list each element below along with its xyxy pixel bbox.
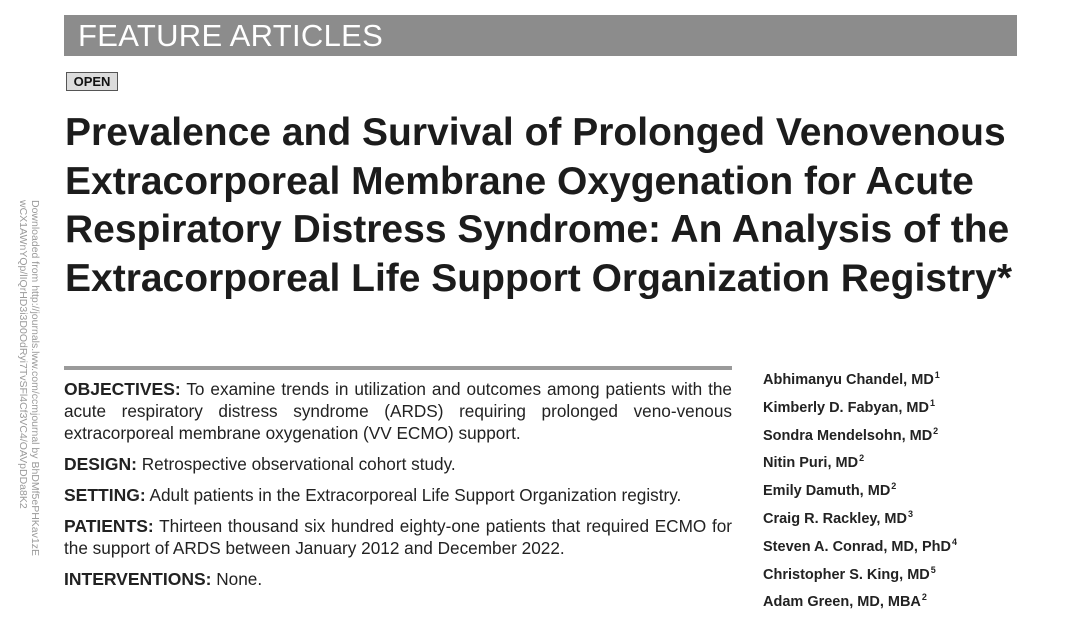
author-name: Abhimanyu Chandel, MD xyxy=(763,372,934,388)
author-affiliation: 1 xyxy=(934,370,940,380)
author-name: Craig R. Rackley, MD xyxy=(763,510,907,527)
setting-heading: SETTING: xyxy=(64,485,146,505)
author-name: Christopher S. King, MD xyxy=(763,566,930,583)
author-affiliation: 4 xyxy=(951,536,957,547)
author-item xyxy=(763,529,1063,557)
abstract-objectives xyxy=(64,378,732,444)
author-name: Steven A. Conrad, MD, PhD xyxy=(763,538,951,555)
author-list xyxy=(763,362,1063,612)
article-title: Prevalence and Survival of Prolonged Venovenous Extracorporeal Membrane Oxygenation for Acute Respiratory Distress Syndrome: An Analysis of the Extracorporeal Life Support Organization Registry* xyxy=(65,111,1013,300)
author-name: Nitin Puri, MD xyxy=(763,455,859,472)
author-affiliation: 2 xyxy=(933,425,939,436)
abstract xyxy=(64,378,732,599)
design-text: Retrospective observational cohort study. xyxy=(141,454,456,474)
author-item xyxy=(763,501,1063,529)
author-item xyxy=(763,418,1063,446)
author-name: Sondra Mendelsohn, MD xyxy=(763,427,933,444)
abstract-setting xyxy=(64,484,732,506)
author-item xyxy=(763,557,1063,585)
author-affiliation: 2 xyxy=(921,592,927,603)
objectives-heading: OBJECTIVES: xyxy=(64,379,181,399)
setting-text: Adult patients in the Extracorporeal Life Support Organization registry. xyxy=(149,485,682,505)
author-affiliation: 5 xyxy=(930,564,936,575)
author-item xyxy=(763,362,1063,390)
open-access-badge: OPEN xyxy=(66,72,118,91)
design-heading: DESIGN: xyxy=(64,454,137,474)
patients-heading: PATIENTS: xyxy=(64,516,154,536)
section-label: FEATURE ARTICLES xyxy=(78,18,384,53)
author-affiliation: 2 xyxy=(859,453,865,464)
download-watermark xyxy=(17,200,41,610)
author-affiliation: 2 xyxy=(891,481,897,492)
abstract-divider xyxy=(64,366,732,370)
author-item xyxy=(763,584,1063,612)
author-name: Kimberly D. Fabyan, MD xyxy=(763,399,929,416)
author-item xyxy=(763,390,1063,418)
author-item xyxy=(763,473,1063,501)
objectives-text: To examine trends in utilization and outcomes among patients with the acute respiratory distress syndrome (ARDS) requiring prolonged veno-venous extracorporeal membrane oxygenation (VV ECMO) support. xyxy=(64,379,732,443)
author-name: Adam Green, MD, MBA xyxy=(763,594,921,611)
interventions-text: None. xyxy=(216,569,263,589)
download-note-line-1: Downloaded from http://journals.lww.com/ccmjournal by BhDMf5ePHKav1zE xyxy=(29,200,41,556)
patients-text: Thirteen thousand six hundred eighty-one patients that required ECMO for the support of ARDS between January 2012 and December 2022. xyxy=(64,516,732,558)
interventions-heading: INTERVENTIONS: xyxy=(64,569,212,589)
author-affiliation: 3 xyxy=(907,508,913,519)
author-item xyxy=(763,445,1063,473)
author-affiliation: 1 xyxy=(929,397,935,408)
author-name: Emily Damuth, MD xyxy=(763,483,891,500)
abstract-patients xyxy=(64,515,732,559)
abstract-interventions xyxy=(64,568,732,590)
abstract-design xyxy=(64,453,732,475)
section-banner xyxy=(64,15,1017,56)
download-note-line-2: wCX1AWnYQp/lIQrHD3i3D0OdRyi7TvSFl4Cf3VC4/OAVpDDa8K2 xyxy=(17,200,29,509)
